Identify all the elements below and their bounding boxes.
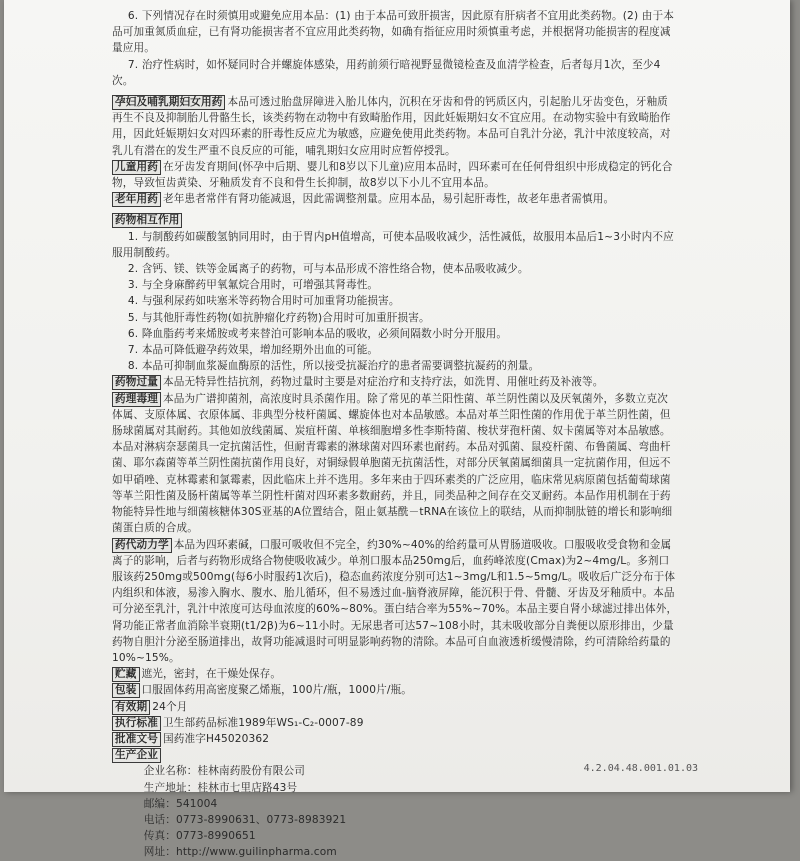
section-text: 卫生部药品标准1989年WS₁-C₂-0007-89 <box>162 716 364 729</box>
interaction-item: 5. 与其他肝毒性药物(如抗肿瘤化疗药物)合用时可加重肝损害。 <box>127 311 430 324</box>
precaution-item: 7. 治疗性病时，如怀疑同时合并螺旋体感染，用药前须行暗视野显微镜检查及血清学检查，后者每月1次，至少4次。 <box>112 58 661 87</box>
manufacturer-name: 企业名称：桂林南药股份有限公司 <box>143 765 305 778</box>
section-heading: 有效期 <box>112 700 150 715</box>
section-text: 在牙齿发育期间(怀孕中后期、婴儿和8岁以下儿童)应用本品时，四环素可在任何骨组织中形成稳定的钙化合物，导致恒齿黄染、牙釉质发育不良和骨生长抑制，故8岁以下小儿不宜用本品。 <box>112 160 673 190</box>
section-text: 本品可透过胎盘屏障进入胎儿体内，沉积在牙齿和骨的钙质区内，引起胎儿牙齿变色，牙釉质再生不良及抑制胎儿骨骼生长，该类药物在动物中有致畸胎作用，因此妊娠期妇女不宜应用。在动物实验中有致畸胎作用，因此妊娠期妇女对四环素的肝毒性反应尤为敏感，应避免使用此类药物。本品可自乳汁分泌，乳汁中浓度较高，对乳儿有潜在的发生严重不良反应的可能，哺乳期妇女应用时应暂停授乳。 <box>112 96 671 157</box>
section-package <box>112 682 678 698</box>
manufacturer-block <box>112 763 678 860</box>
interaction-item: 6. 降血脂药考来烯胺或考来替泊可影响本品的吸收，必须间隔数小时分开服用。 <box>127 327 508 340</box>
section-heading: 孕妇及哺乳期妇女用药 <box>112 95 225 110</box>
section-pharmacology <box>112 391 678 537</box>
section-heading: 药物相互作用 <box>112 213 182 228</box>
section-heading: 药物过量 <box>112 375 161 390</box>
manufacturer-website: 网址：http://www.guilinpharma.com <box>143 846 337 859</box>
manufacturer-address: 生产地址：桂林市七里店路43号 <box>143 781 298 794</box>
interaction-item: 3. 与全身麻醉药甲氧氟烷合用时，可增强其肾毒性。 <box>127 279 379 292</box>
section-heading: 执行标准 <box>112 716 161 731</box>
leaflet-sheet <box>4 0 790 859</box>
section-storage <box>112 666 678 682</box>
section-heading: 批准文号 <box>112 732 161 747</box>
section-text: 国药准字H45020362 <box>162 732 270 745</box>
section-heading: 贮藏 <box>112 667 140 682</box>
section-overdose <box>112 374 678 390</box>
section-text: 本品无特异性拮抗剂，药物过量时主要是对症治疗和支持疗法，如洗胃、用催吐药及补液等。 <box>162 376 604 389</box>
section-geriatric <box>112 191 678 207</box>
section-validity <box>112 699 678 715</box>
section-pharmacokinetics <box>112 537 678 667</box>
section-heading: 生产企业 <box>112 748 161 763</box>
section-text: 本品为广谱抑菌剂，高浓度时具杀菌作用。除了常见的革兰阳性菌、革兰阴性菌以及厌氧菌外，多数立克次体属、支原体属、衣原体属、非典型分枝杆菌属、螺旋体也对本品敏感。本品对革兰阳性菌的作用优于革兰阴性菌，但肠球菌属对其耐药。其他如放线菌属、炭疽杆菌、单核细胞增多性李斯特菌、梭状芽孢杆菌、奴卡菌属等对本品敏感。本品对淋病奈瑟菌具一定抗菌活性，但耐青霉素的淋球菌对四环素也耐药。本品对弧菌、鼠疫杆菌、布鲁菌属、弯曲杆菌、耶尔森菌等革兰阴性菌抗菌作用良好，对铜绿假单胞菌无抗菌活性，对部分厌氧菌属细菌具一定抗菌作用，但远不如甲硝唑、克林霉素和氯霉素，因此临床上并不选用。多年来由于四环素类的广泛应用，临床常见病原菌包括葡萄球菌等革兰阳性菌及肠杆菌属等革兰阴性杆菌对四环素多数耐药，并且，同类品种之间存在交叉耐药。本品作用机制在于药物能特异性地与细菌核糖体30S亚基的A位置结合，阻止氨基酰－tRNA在该位上的联结，从而抑制肽链的增长和影响细菌蛋白质的合成。 <box>112 392 673 535</box>
interaction-item: 8. 本品可抑制血浆凝血酶原的活性，所以接受抗凝治疗的患者需要调整抗凝药的剂量。 <box>127 360 540 373</box>
section-text: 遮光，密封，在干燥处保存。 <box>141 668 282 681</box>
document-code: 4.2.04.48.001.01.03 <box>583 763 698 774</box>
section-heading: 儿童用药 <box>112 160 161 175</box>
section-pregnancy <box>112 94 678 159</box>
section-heading: 包装 <box>112 683 140 698</box>
interaction-item: 1. 与制酸药如碳酸氢钠同用时，由于胃内pH值增高，可使本品吸收减少，活性减低，故服用本品后1~3小时内不应服用制酸药。 <box>112 230 674 259</box>
section-heading: 老年用药 <box>112 192 161 207</box>
leaflet-content <box>112 8 678 861</box>
section-manufacturer <box>112 747 678 763</box>
section-interactions <box>112 212 678 228</box>
section-heading: 药理毒理 <box>112 392 161 407</box>
section-standard <box>112 715 678 731</box>
section-text: 本品为四环素碱，口服可吸收但不完全，约30%~40%的给药量可从胃肠道吸收。口服吸收受食物和金属离子的影响，后者与药物形成络合物使吸收减少。单剂口服本品250mg后，血药峰浓度(Cmax)为2~4mg/L。多剂口服该药250mg或500mg(每6小时服药1次后)，稳态血药浓度分别可达1~3mg/L和1.5~5mg/L。吸收后广泛分布于体内组织和体液，易渗入胸水、腹水、胎儿循环，但不易透过血-脑脊液屏障，能沉积于骨、骨髓、牙齿及牙釉质中。本品可分泌至乳汁，乳汁中浓度可达母血浓度的60%~80%。蛋白结合率为55%~70%。本品主要自肾小球滤过排出体外，肾功能正常者血消除半衰期(t1/2β)为6~11小时。无尿患者可达57~108小时，其未吸收部分自粪便以原形排出，少量药物自胆汁分泌至肠道排出，故肾功能减退时可明显影响药物的清除。本品可自血液透析缓慢清除，约可清除给药量的10%~15%。 <box>112 538 678 664</box>
section-approval <box>112 731 678 747</box>
section-heading: 药代动力学 <box>112 538 172 553</box>
manufacturer-phone: 电话：0773-8990631、0773-8983921 <box>143 813 347 826</box>
interaction-item: 2. 含钙、镁、铁等金属离子的药物，可与本品形成不溶性络合物，使本品吸收减少。 <box>127 263 529 276</box>
section-pediatric <box>112 159 678 191</box>
section-text: 口服固体药用高密度聚乙烯瓶，100片/瓶，1000片/瓶。 <box>141 684 413 697</box>
section-text: 24个月 <box>152 700 188 713</box>
section-text: 老年患者常伴有肾功能减退，因此需调整剂量。应用本品，易引起肝毒性，故老年患者需慎用。 <box>162 193 615 206</box>
interaction-item: 7. 本品可降低避孕药效果，增加经期外出血的可能。 <box>127 344 379 357</box>
interaction-item: 4. 与强利尿药如呋塞米等药物合用时可加重肾功能损害。 <box>127 295 400 308</box>
manufacturer-fax: 传真：0773-8990651 <box>143 830 256 843</box>
precaution-item: 6. 下列情况存在时须慎用或避免应用本品：(1) 由于本品可致肝损害，因此原有肝病者不宜用此类药物。(2) 由于本品可加重氮质血症，已有肾功能损害者不宜应用此类药物，如确有指征应用时须慎重考虑，并根据肾功能损害的程度减量应用。 <box>112 10 674 55</box>
manufacturer-postcode: 邮编：541004 <box>143 797 218 810</box>
